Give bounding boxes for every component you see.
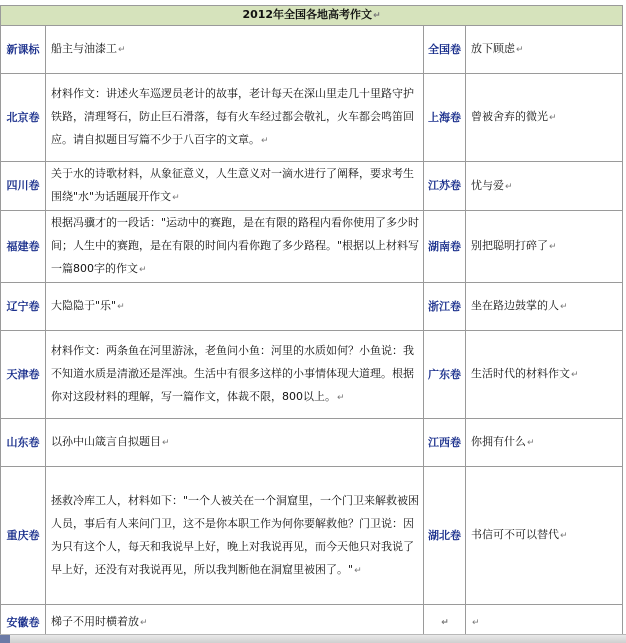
region-left: 安徽卷 [1,605,46,641]
table-row [1,283,623,331]
prompt-text: 大隐隐于"乐" [51,299,117,312]
paragraph-mark-icon: ↵ [549,242,557,252]
prompt-cell [46,331,424,419]
region-left: 重庆卷 [1,467,46,605]
right-text-cell [466,419,623,467]
region-right: 浙江卷 [424,283,466,331]
table-row [1,74,623,162]
right-text-cell [466,467,623,605]
right-text: 别把聪明打碎了 [471,239,548,252]
right-text: 书信可不可以替代 [471,528,559,541]
paragraph-mark-icon: ↵ [571,370,579,380]
title-row [1,6,623,26]
paragraph-mark-icon: ↵ [261,136,269,146]
paragraph-mark-icon: ↵ [549,113,557,123]
right-text-cell [466,283,623,331]
right-text: 生活时代的材料作文 [471,367,570,380]
paragraph-mark-icon: ↵ [441,618,449,628]
table-row [1,467,623,605]
right-text-cell [466,211,623,283]
prompt-text: 关于水的诗歌材料，从象征意义，人生意义对一滴水进行了阐释，要求考生围绕"水"为话题展开作文 [51,167,414,203]
right-text: 曾被舍弃的微光 [471,110,548,123]
paragraph-mark-icon: ↵ [472,618,480,628]
paragraph-mark-icon: ↵ [354,565,362,576]
paragraph-mark-icon: ↵ [337,393,345,403]
essay-table [0,5,623,641]
region-left: 辽宁卷 [1,283,46,331]
paragraph-mark-icon: ↵ [117,302,125,312]
prompt-text: 船主与油漆工 [51,42,117,55]
prompt-text: 梯子不用时横着放 [51,615,139,628]
prompt-text: 根据冯骥才的一段话："运动中的赛跑，是在有限的路程内看你使用了多少时间；人生中的赛跑，是在有限的时间内看你跑了多少路程。"根据以上材料写一篇800字的作文 [51,216,420,275]
prompt-cell [46,74,424,162]
paragraph-mark-icon: ↵ [140,618,148,628]
paragraph-mark-icon: ↵ [560,302,568,312]
table-row [1,211,623,283]
table-title: 2012年全国各地高考作文 [242,8,373,21]
table-title-cell [1,6,623,26]
region-right: 湖南卷 [424,211,466,283]
prompt-cell [46,162,424,211]
right-text-cell [466,331,623,419]
right-text: 你拥有什么 [471,435,526,448]
paragraph-mark-icon: ↵ [139,265,147,275]
prompt-cell [46,283,424,331]
region-left: 新课标 [1,26,46,74]
region-left: 四川卷 [1,162,46,211]
region-left: 福建卷 [1,211,46,283]
right-text: 放下顾虑 [471,42,515,55]
right-text-cell [466,74,623,162]
right-text-cell [466,162,623,211]
paragraph-mark-icon: ↵ [560,531,568,541]
table-row [1,419,623,467]
paragraph-mark-icon: ↵ [527,438,535,448]
right-text-cell [466,26,623,74]
paragraph-mark-icon: ↵ [516,45,524,55]
region-right: 全国卷 [424,26,466,74]
paragraph-mark-icon: ↵ [505,181,513,192]
table-row [1,162,623,211]
region-left: 北京卷 [1,74,46,162]
region-left: 山东卷 [1,419,46,467]
table-row [1,331,623,419]
prompt-text: 材料作文：讲述火车巡逻员老计的故事，老计每天在深山里走几十里路守护铁路，清理弩石，防止巨石滑落，每有火车经过都会敬礼，火车都会鸣笛回应。请自拟题目写篇不少于八百字的文章。 [51,87,414,146]
paragraph-mark-icon: ↵ [172,193,180,203]
prompt-cell [46,419,424,467]
region-right: 湖北卷 [424,467,466,605]
paragraph-mark-icon: ↵ [118,45,126,55]
prompt-cell [46,211,424,283]
region-right: 江苏卷 [424,162,466,211]
prompt-text: 材料作文：两条鱼在河里游泳，老鱼问小鱼：河里的水质如何？小鱼说：我不知道水质是清澈还是浑浊。生活中有很多这样的小事情体现大道理。根据你对这段材料的理解，写一篇作文，体裁不限，800以上。 [51,344,414,403]
right-text: 坐在路边鼓掌的人 [471,299,559,312]
paragraph-mark-icon: ↵ [373,11,381,21]
region-right: 江西卷 [424,419,466,467]
prompt-cell [46,467,424,605]
region-left: 天津卷 [1,331,46,419]
prompt-text: 以孙中山箴言自拟题目 [51,435,161,448]
prompt-text: 拯救冷库工人，材料如下："一个人被关在一个洞窟里，一个门卫来解救被困人员，事后有人来问门卫，这不是你本职工作为何你要解救他？门卫说：因为只有这个人，每天和我说早上好，晚上对我说再见，而今天他只对我说了早上好，还没有对我说再见，所以我判断他在洞窟里被困了。" [51,493,420,576]
region-right: 上海卷 [424,74,466,162]
prompt-cell [46,26,424,74]
right-text: 忧与爱 [471,178,504,192]
region-right: 广东卷 [424,331,466,419]
paragraph-mark-icon: ↵ [162,438,170,448]
table-row [1,26,623,74]
